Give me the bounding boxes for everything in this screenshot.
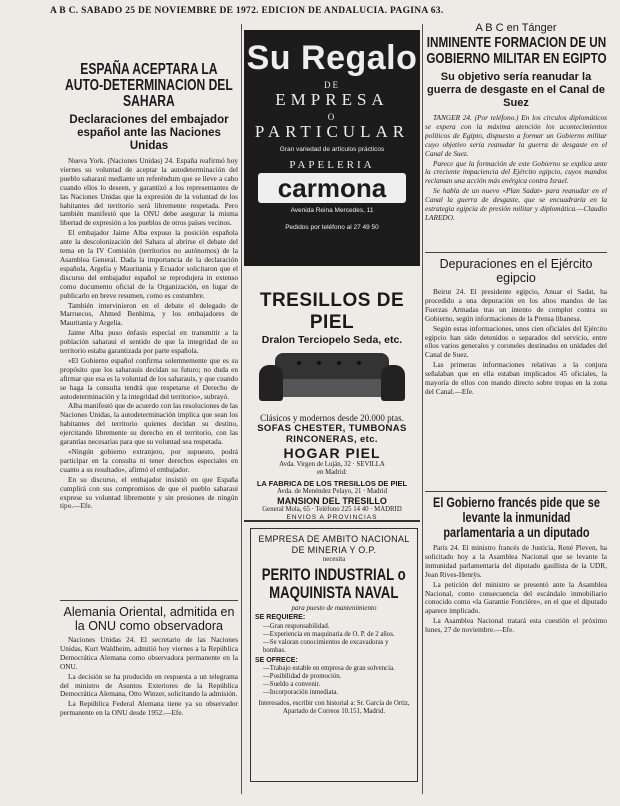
paragraph: La decisión se ha producido en respuesta a un telegrama del ministro de Asuntos Exteriores de la República Democrática Alemana, Otto Winzer, solicitando la admisión. [60, 671, 238, 699]
paragraph: Alba manifestó que de acuerdo con las resoluciones de las Naciones Unidas, la autodeterminación implica que sean los habitantes del territorio quienes decidan su destino, ejercitando libremente su derecho en el territorio, con las garantías necesarias para que su voluntad sea respetada. [60, 401, 238, 447]
ad-text: MANSION DEL TRESILLO [277, 496, 387, 506]
paragraph: Beirut 24. El presidente egipcio, Anuar el Sadat, ha procedido a una depuración en los altos mandos de las Fuerzas Armadas tras un intento de complot contra su Gobierno, según informaciones de la Prensa libanesa. [425, 288, 607, 323]
ad-phone: Pedidos por teléfono al 27 49 50 [285, 224, 379, 231]
ad-address: Avda. de Menéndez Pelayo, 21 · Madrid [276, 488, 388, 495]
paragraph: El embajador Jaime Alba expuso la posición española ante la descolonización del Sahara al abrirse el debate del tema en la IV Comisión (territorios no autónomos) de la Asamblea General. Dada la importancia de la declaración española, Argelia y Mauritania y Ecuador solicitaron que el discurso del embajador español se reprodujera in extenso como documento oficial de la Organización, en lugar de publicarlo en breve resumen, como es costumbre. [60, 228, 238, 300]
ad-text: DE [324, 80, 340, 90]
paragraph: La petición del ministro se presentó ante la Asamblea Nacional, como consecuencia del escándalo inmobiliario conocido como «la Garantie Foncière», en el que el diputado aparece implicado. [425, 579, 607, 616]
paragraph: «El Gobierno español confirma solemnemente que es su propósito que los saharauis decidan su futuro; no duda en afirmar que esa es la voluntad de los saharauis, y que cuando se haga la consulta tendrá que respetarse el Derecho de autodeterminación y la integridad del territorio», subrayó. [60, 355, 238, 401]
ad-carmona [244, 30, 420, 266]
ad-list-item: —Sueldo a convenir. [263, 681, 321, 688]
ad-title: Su Regalo [246, 39, 418, 77]
article-rule [425, 491, 607, 492]
article-body [60, 157, 238, 597]
sofa-icon [257, 349, 407, 411]
ad-text: SOFAS CHESTER, TUMBONAS RINCONERAS, etc. [257, 423, 407, 445]
ad-title: TRESILLOS DE PIEL [259, 290, 405, 333]
ad-tresillos [244, 290, 420, 522]
paragraph: Parece que la formación de este Gobierno se explica ante la creciente impaciencia del Ejército egipcio, cuyos mandos reclaman una acción más enérgica contra Israel. [425, 158, 607, 186]
article-headline: INMINENTE FORMACION DE UN GOBIERNO MILITAR EN EGIPTO [425, 34, 607, 67]
section-tag: A B C en Tánger [475, 22, 557, 34]
article-headline: El Gobierno francés pide que se levante la inmunidad parlamentaria a un diputado [432, 494, 600, 540]
column-divider [422, 24, 423, 794]
article-headline: ESPAÑA ACEPTARA LA AUTO-DETERMINACION DEL SAHARA [65, 61, 233, 110]
ad-text: EMPRESA [275, 90, 389, 109]
ad-address: en Madrid: [316, 469, 347, 476]
article-rule [60, 600, 238, 601]
paragraph: París 24. El ministro francés de Justicia, René Pleven, ha solicitado hoy a la Asamblea Nacional que se levante la inmunidad parlamentaria del diputado gaullista de la UDR, Jean Rives-Henrÿs. [425, 544, 607, 579]
paragraph: TANGER 24. (Por teléfono.) En los círculos diplomáticos se espera con la máxima atención los acontecimientos políticos de Egipto, dispuesto a formar un Gobierno militar cuyo objetivo sería reanudar la guerra de desgaste en el Canal de Suez. [425, 114, 607, 158]
ad-text: O [327, 112, 337, 122]
paragraph: La República Federal Alemana tiene ya su observador permanente en la ONU desde 1952.—Efe. [60, 699, 238, 718]
paragraph: Las primeras informaciones relativas a la conjura señalaban que en ella estaban implicados 45 oficiales, la mayoría de ellos con mando directo sobre tropas en la zona del Canal.—Efe. [425, 360, 607, 396]
ad-brand: HOGAR PIEL [283, 445, 381, 461]
ad-text: necesita [322, 555, 346, 563]
ad-text: PAPELERIA [289, 159, 375, 171]
column-divider [241, 24, 242, 794]
paragraph: «Ningún gobierno extranjero, por supuesto, podrá participar en la consulta ni tener derechos especiales en cuanto a su resultado», afirmó el embajador. [60, 447, 238, 474]
column-left [60, 22, 238, 804]
article-headline: Depuraciones en el Ejército egipcio [439, 257, 593, 285]
paragraph: La Asamblea Nacional tratará esta cuestión el próximo lunes, 27 de noviembre.—Efe. [425, 616, 607, 635]
ad-footer: Interesados, escribir con historial a: Sr. García de Ortiz, Apartado de Correos 10.151, Madrid. [258, 700, 410, 715]
article-body [60, 636, 238, 804]
paragraph: Naciones Unidas 24. El secretario de las Naciones Unidas, Kurt Waldheim, admitió hoy viernes a la República Democrática Alemana como observadora permanente en la ONU. [60, 636, 238, 671]
ad-title: PERITO INDUSTRIAL o MAQUINISTA NAVAL [262, 566, 406, 602]
column-ads [244, 22, 420, 804]
ad-text: Gran variedad de artículos prácticos [279, 146, 385, 153]
ad-list-item: —Posibilidad de promoción. [263, 673, 342, 680]
ad-list-item: —Gran responsabilidad. [263, 622, 330, 630]
paragraph: Jaime Alba puso énfasis especial en transmitir a la población saharaui el sentido de que la integridad de su territorio estaba garantizada por parte española. [60, 328, 238, 356]
ad-brand-logo: carmona [258, 173, 406, 203]
ad-section-head: SE REQUIERE: [255, 614, 306, 621]
article-body [425, 114, 607, 249]
article-body [425, 544, 607, 714]
paragraph: Nueva York. (Naciones Unidas) 24. España reafirmó hoy viernes su voluntad de aceptar la autodeterminación del pueblo saharaui mediante un referéndum que se lleve a cabo cuando ellos lo deseen, y garantizó a los representantes de las Naciones Unidas que la expresión de la voluntad de los habitantes del territorio será libremente respetada. Pero también manifestó que la ONU debe asegurar la misma libertad de expresión a los pueblos de otros países vecinos. [60, 157, 238, 228]
ad-text: ENVIOS A PROVINCIAS [286, 514, 378, 521]
ad-text: LA FABRICA DE LOS TRESILLOS DE PIEL [256, 479, 408, 488]
paragraph: Se habla de un nuevo «Plan Sadat» para reanudar en el Canal la guerra de desgaste, que se encuadraría en la estrategia egipcia de presión militar y diplomática.—Claudio LAREDO. [425, 186, 607, 222]
paragraph: En su discurso, el embajador insistió en que España cumplirá con sus compromisos de que el pueblo saharaui exprese su voluntad libremente y sin presiones de ningún tipo.—Efe. [60, 474, 238, 511]
ad-subtitle: Dralon Terciopelo Seda, etc. [261, 334, 403, 346]
column-right [425, 22, 607, 804]
article-subhead: Declaraciones del embajador español ante las Naciones Unidas [69, 114, 229, 152]
ad-address: Avda. Virgen de Luján, 32 · SEVILLA [279, 461, 385, 468]
ad-text: Clásicos y modernos desde 20.000 ptas. [260, 413, 404, 423]
ad-text: EMPRESA DE AMBITO NACIONAL DE MINERIA Y O.P. [258, 534, 410, 555]
article-sahara [60, 62, 238, 597]
ad-text: para puesto de mantenimiento [291, 604, 377, 612]
masthead: A B C. SABADO 25 DE NOVIEMBRE DE 1972. EDICION DE ANDALUCIA. PAGINA 63. [50, 6, 444, 16]
ad-perito [250, 528, 418, 782]
article-subhead: Su objetivo sería reanudar la guerra de desgaste en el Canal de Suez [427, 71, 605, 109]
ad-section-head: SE OFRECE: [255, 656, 298, 664]
ad-list-item: —Experiencia en maquinaria de O. P. de 2 años. [263, 630, 395, 638]
article-rule [425, 252, 607, 253]
article-headline: Alemania Oriental, admitida en la ONU como observadora [63, 605, 235, 633]
ad-list-item: —Se valoran conocimientos de excavadoras y bombas. [263, 638, 389, 654]
ad-list-item: —Trabajo estable en empresa de gran solvencia. [263, 665, 395, 672]
ad-address: Avenida Reina Mercedes, 11 [290, 207, 374, 214]
paragraph: Según estas informaciones, unos cien oficiales del Ejército egipcio han sido detenidos o separados del servicio, entre ellos varios generales y coroneles destinados en unidades del Canal de Suez. [425, 323, 607, 360]
article-alemania [60, 605, 238, 804]
ad-list-item: —Incorporación inmediata. [263, 689, 339, 696]
ad-address: General Mola, 65 · Teléfono 225 14 40 · MADRID [262, 506, 402, 513]
article-body [425, 288, 607, 488]
paragraph: También intervinieron en el debate el delegado de Marruecos, Ahmed Benhima, y los embajadores de Mauritania y Argelia. [60, 300, 238, 328]
ad-text: PARTICULAR [254, 122, 410, 141]
